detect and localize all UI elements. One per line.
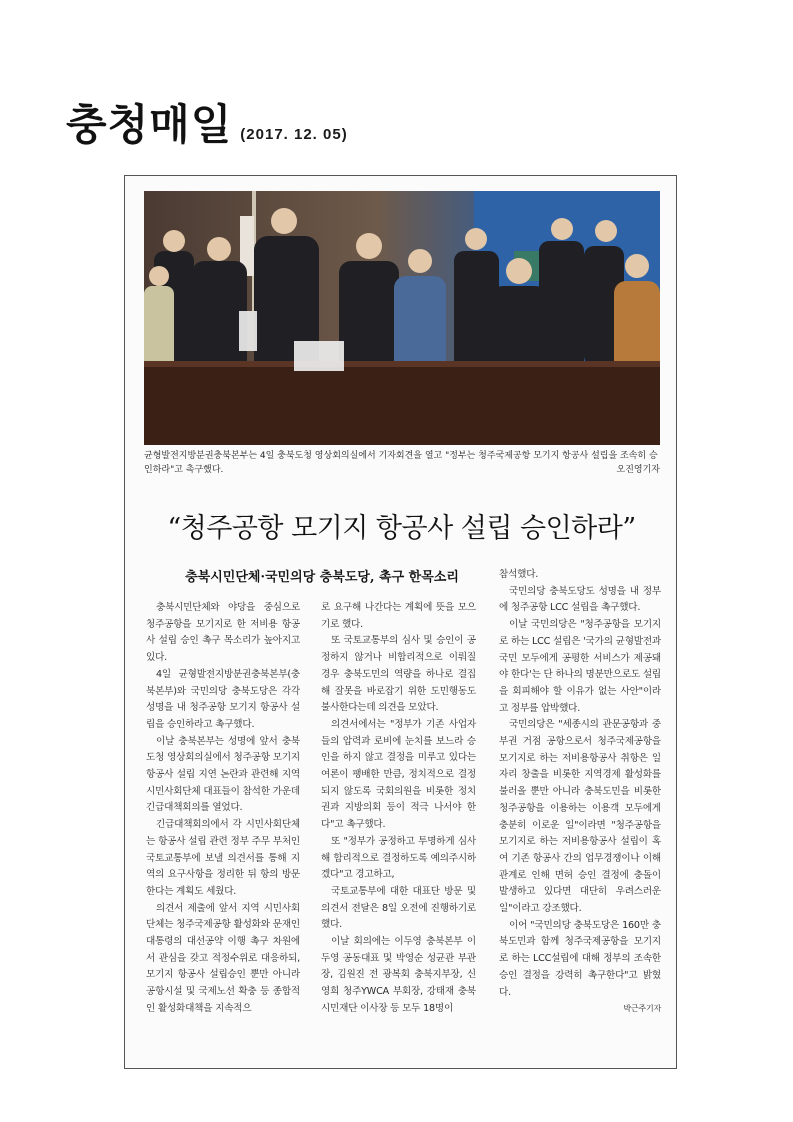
paragraph: 이날 국민의당은 "청주공항을 모기지로 하는 LCC 설립은 '국가의 균형발전과 국민 모두에게 공평한 서비스가 제공돼야 한다'는 단 하나의 명분만으로도 설립을 회피해야 할 이유가 없는 사안"이라고 정부를 압박했다. (499, 619, 661, 714)
article-column-3 (499, 567, 661, 1018)
reporter-byline: 박근주기자 (623, 1004, 661, 1014)
article-subheadline: 충북시민단체·국민의당 충북도당, 촉구 한목소리 (185, 570, 459, 585)
paragraph: 4일 균형발전지방분권충북본부(충북본부)와 국민의당 충북도당은 각각 성명을 내 청주공항 모기지 항공사 설립을 승인하라고 촉구했다. (146, 668, 300, 730)
masthead (66, 100, 348, 149)
press-conference-photo (144, 191, 660, 445)
paragraph: 참석했다. (499, 569, 539, 580)
paragraph: 이날 회의에는 이두영 충북본부 이두영 공동대표 및 박영순 성균관 부관장, 김원진 전 광복회 충북지부장, 신영희 청주YWCA 부회장, 강태재 충북시민재단 이사장 등 모두 18명이 (321, 936, 476, 1014)
paragraph: 로 요구해 나간다는 계획에 뜻을 모으기로 했다. (321, 602, 476, 630)
publication-date: (2017. 12. 05) (240, 126, 348, 143)
paragraph: 국민의당 충북도당도 성명을 내 정부에 청주공항 LCC 설립을 촉구했다. (499, 585, 661, 614)
paragraph: 국민의당은 "세종시의 관문공항과 중부권 거점 공항으로서 청주국제공항을 모기지로 하는 저비용항공사 취항은 일자리 창출을 비롯한 지역경제 활성화를 불러올 뿐만 아니라 충북도민을 비롯한 청주공항을 이용하는 이용객 모두에게 충분히 이로운 일"이라면 "청주공항을 모기지로 하는 저비용항공사 설립이 혹여 기존 항공사 간의 업무경쟁이나 이해관계로 인해 면허 승인 결정에 충돌이 발생하고 있다면 대단히 우려스러운 일"이라고 강조했다. (499, 719, 661, 915)
article-headline: “청주공항 모기지 항공사 설립 승인하라” (167, 513, 636, 544)
newspaper-name: 충청매일 (66, 100, 233, 149)
paragraph: 충북시민단체와 야당을 중심으로 청주공항을 모기지로 한 저비용 항공사 설립 승인 촉구 목소리가 높아지고 있다. (146, 602, 300, 664)
photo-credit: 오진영기자 (616, 465, 660, 475)
photo-caption (144, 449, 660, 477)
paragraph: 또 국토교통부의 심사 및 승인이 공정하지 않거나 비합리적으로 이뤄질 경우 충북도민의 역량을 하나로 결집해 잘못을 바로잡기 위한 도민행동도 불사한다는데 의견을 모았다. (321, 635, 476, 714)
paragraph: 이어 "국민의당 충북도당은 160만 충북도민과 함께 청주국제공항을 모기지로 하는 LCC설립에 대해 정부의 조속한 승인 결정을 강력히 촉구한다"고 밝혔다. (499, 919, 661, 998)
newspaper-clipping (124, 175, 677, 1069)
paragraph: 국토교통부에 대한 대표단 방문 및 의견서 전달은 8일 오전에 진행하기로 했다. (321, 885, 476, 931)
caption-text: 균형발전지방분권충북본부는 4일 충북도청 영상회의실에서 기자회견을 열고 "정부는 청주국제공항 모기지 항공사 설립을 조속히 승인하라"고 촉구했다. (144, 451, 658, 475)
paragraph: 의견서 제출에 앞서 지역 시민사회단체는 청주국제공항 활성화와 문재인 대통령의 대선공약 이행 촉구 차원에서 관심을 갖고 적정수위로 대응하되, 모기지 항공사 설립승인 뿐만 아니라 공항시설 및 국제노선 확충 등 종합적인 활성화대책을 지속적으 (146, 902, 300, 1014)
paragraph: 또 "정부가 공정하고 투명하게 심사해 합리적으로 결정하도록 예의주시하겠다"고 경고하고, (321, 835, 476, 881)
paragraph: 의견서에서는 "정부가 기존 사업자들의 압력과 로비에 눈치를 보느라 승인을 하지 않고 결정을 미루고 있다는 여론이 팽배한 만큼, 정치적으로 결정되지 않도록 국회의원을 비롯한 정치권과 지방의회 등이 적극 나서야 한다"고 촉구했다. (321, 718, 476, 831)
article-column-1 (146, 600, 300, 1018)
paragraph: 긴급대책회의에서 각 시민사회단체는 항공사 설립 관련 정부 주무 부처인 국토교통부에 보낼 의견서를 통해 지역의 요구사항을 정리한 뒤 항의 방문한다는 계획도 세웠다. (146, 819, 300, 897)
article-column-2 (321, 600, 476, 1018)
paragraph: 이날 충북본부는 성명에 앞서 충북도청 영상회의실에서 청주공항 모기지 항공사 설립 지연 논란과 관련해 지역 시민사회단체 대표들이 참석한 가운데 긴급대책회의를 열었다. (146, 735, 300, 814)
